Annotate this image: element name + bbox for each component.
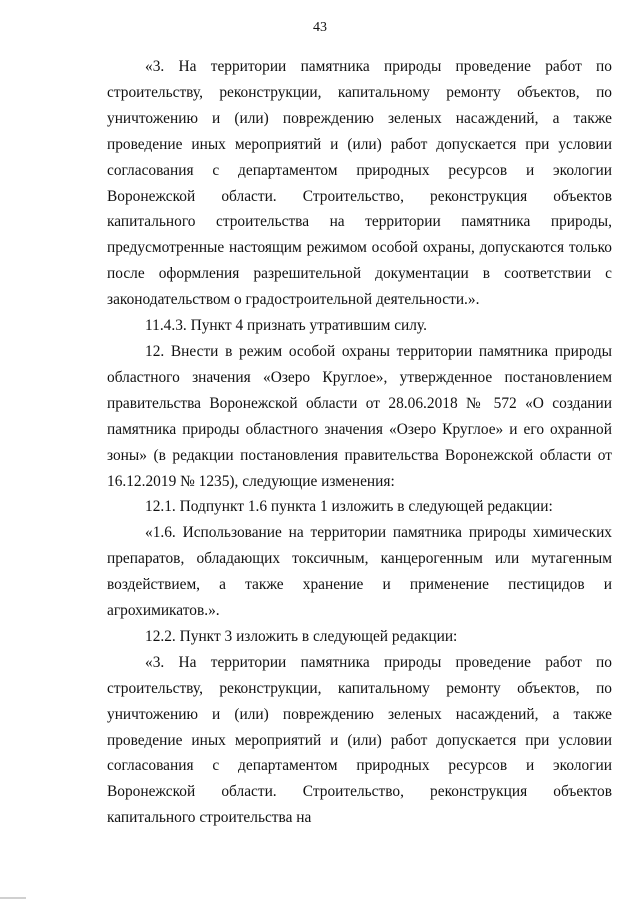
paragraph-11-4-3: 11.4.3. Пункт 4 признать утратившим силу. [145,317,427,335]
paragraph-12: 12. Внести в режим особой охраны территории памятника природы областного значения «Озеро Круглое», утвержденное постановлением правительства Воронежской области от 28.06.2018 № 572 «О создании памятника природы областного значения «Озеро Круглое» и его охранной зоны» (в редакции постановления правительства Воронежской области от 16.12.2019 № 1235), следующие изменения: [107,342,612,490]
paragraph-clause-1-6-quote: «1.6. Использование на территории памятника природы химических препаратов, обладающих токсичным, канцерогенным или мутагенным воздействием, а также хранение и применение пестицидов и агрохимикатов.». [107,524,612,620]
paragraph-clause-3-quote-continued: «3. На территории памятника природы проведение работ по строительству, реконструкции, капитальному ремонту объектов, по уничтожению и (или) повреждению зеленых насаждений, а также проведение иных мероприятий и (или) работ допускается при условии согласования с департаментом природных ресурсов и экологии Воронежской области. Строительство, реконструкция объектов капитального строительства на [107,653,612,827]
paragraph-clause-3-quote: «3. На территории памятника природы проведение работ по строительству, реконструкции, капитальному ремонту объектов, по уничтожению и (или) повреждению зеленых насаждений, а также проведение иных мероприятий и (или) работ допускается при условии согласования с департаментом природных ресурсов и экологии Воронежской области. Строительство, реконструкция объектов капитального строительства на территории памятника природы, предусмотренные настоящим режимом особой охраны, допускаются только после оформления разрешительной документации в соответствии с законодательством о градостроительной деятельности.». [107,58,612,309]
paragraph-12-2: 12.2. Пункт 3 изложить в следующей редакции: [145,627,458,645]
document-body [107,54,612,831]
paragraph-12-1: 12.1. Подпункт 1.6 пункта 1 изложить в следующей редакции: [145,498,553,516]
page-number: 43 [313,20,327,35]
